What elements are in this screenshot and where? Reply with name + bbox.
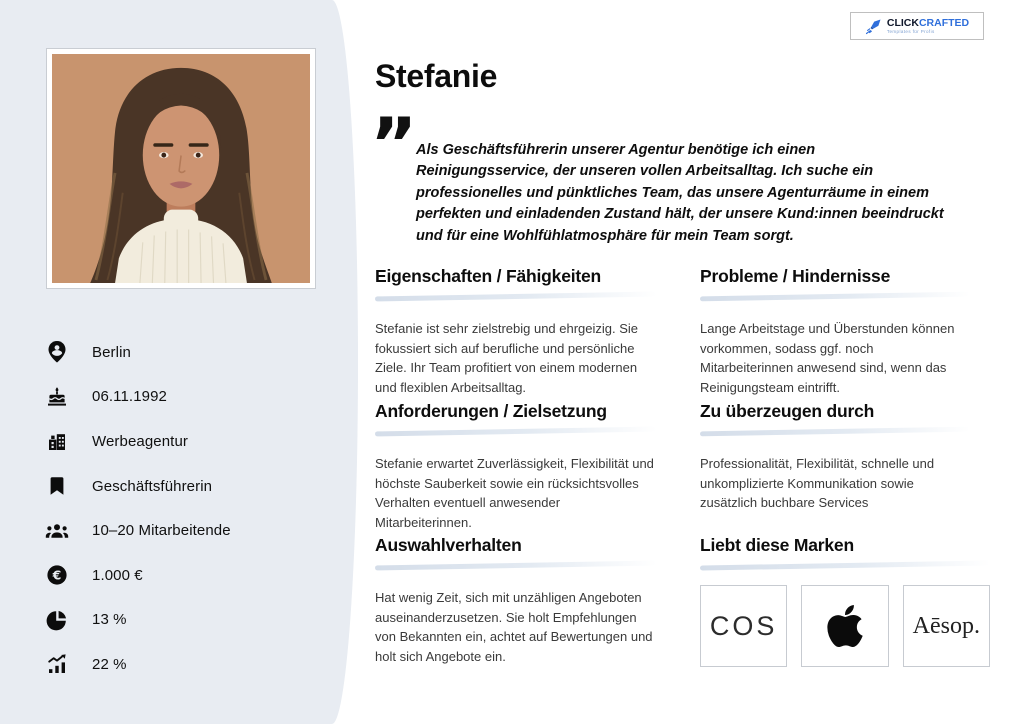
brand-aesop [903, 585, 990, 667]
section-anforderungen [375, 401, 657, 532]
fact-growth-label: 22 % [92, 655, 127, 673]
clickcrafted-logo-badge [850, 12, 984, 40]
aesop-logo: Aēsop. [912, 612, 980, 639]
persona-quote: Als Geschäftsführerin unserer Agentur benötige ich einen Reinigungsservice, der unseren vollen Arbeitsalltag. Ich suche ein professionelles und pünktliches Team, das unsere Agenturräume in einem perfekten und einladenden Zustand hält, der unsere Kund:innen beeindruckt und für eine Wohlfühlatmosphäre für mein Team sorgt. [416, 142, 944, 244]
birthday-cake-icon [44, 385, 70, 409]
title-underline [375, 427, 657, 437]
fact-budget [44, 553, 334, 598]
pie-chart-icon [44, 608, 70, 632]
title-underline [375, 561, 657, 571]
section-marken [700, 535, 990, 667]
fact-industry-label: Werbeagentur [92, 432, 188, 450]
apple-logo-icon [825, 602, 865, 650]
fact-company-size [44, 508, 334, 553]
section-auswahlverhalten [375, 535, 657, 666]
fact-role [44, 464, 334, 509]
title-underline [700, 560, 990, 570]
rocket-icon [865, 18, 882, 35]
fact-location [44, 330, 334, 375]
section-eigenschaften [375, 266, 657, 397]
company-buildings-icon [44, 429, 70, 453]
section-body: Stefanie erwartet Zuverlässigkeit, Flexibilität und höchste Sauberkeit sowie ein rücksichtsvolles Verhalten eventuell anwesender Mitarbeiterinnen. [375, 456, 654, 530]
fact-location-label: Berlin [92, 343, 131, 361]
title-underline [700, 292, 970, 302]
title-underline [375, 292, 657, 302]
badge-wordmark: CLICKCRAFTED [886, 16, 970, 29]
title-underline [700, 427, 970, 437]
quote-icon: ” [370, 102, 418, 186]
portrait-illustration [52, 54, 310, 283]
cos-logo: COS [709, 610, 778, 641]
fact-growth [44, 642, 334, 687]
badge-tagline: Templates für Profis [886, 28, 935, 34]
svg-text:€: € [52, 567, 62, 583]
fact-birthdate [44, 375, 334, 420]
people-group-icon [44, 519, 70, 543]
fact-share [44, 598, 334, 643]
section-ueberzeugen [700, 401, 970, 513]
brand-apple [801, 585, 888, 667]
fact-industry [44, 419, 334, 464]
bookmark-icon [44, 474, 70, 498]
person-pin-icon [44, 340, 70, 364]
fact-share-label: 13 % [92, 611, 127, 629]
euro-coin-icon [44, 563, 70, 587]
fact-list [44, 330, 334, 687]
section-body: Hat wenig Zeit, sich mit unzähligen Angeboten auseinanderzusetzen. Sie holt Empfehlungen von Bekannten ein, achtet auf Bewertungen und holt sich Angebote ein. [375, 590, 653, 664]
section-body: Lange Arbeitstage und Überstunden können vorkommen, sodass ggf. noch Mitarbeiterinnen anwesend sind, wenn das Reinigungsteam eintrifft. [700, 321, 955, 395]
fact-budget-label: 1.000 € [92, 566, 143, 584]
sidebar-panel [0, 0, 358, 724]
section-title: Anforderungen / Zielsetzung [375, 401, 607, 421]
section-body: Professionalität, Flexibilität, schnelle und unkomplizierte Kommunikation sowie zusätzlich buchbare Services [700, 456, 935, 510]
section-title: Liebt diese Marken [700, 535, 854, 555]
section-probleme [700, 266, 970, 397]
fact-role-label: Geschäftsführerin [92, 477, 213, 495]
stats-growth-icon [44, 652, 70, 676]
fact-birthdate-label: 06.11.1992 [92, 388, 167, 406]
section-title: Probleme / Hindernisse [700, 266, 891, 286]
profile-photo [46, 48, 316, 289]
badge-text [887, 18, 969, 35]
section-title: Zu überzeugen durch [700, 401, 875, 421]
section-body: Stefanie ist sehr zielstrebig und ehrgeizig. Sie fokussiert sich auf berufliche und persönliche Ziele. Ihr Team profitiert von einem modernen und flexiblen Arbeitsalltag. [375, 321, 639, 395]
fact-company-size-label: 10–20 Mitarbeitende [92, 522, 231, 540]
brand-logo-row [700, 585, 990, 667]
persona-name: Stefanie [375, 58, 498, 94]
section-title: Auswahlverhalten [375, 535, 522, 555]
section-title: Eigenschaften / Fähigkeiten [375, 266, 602, 286]
brand-cos [700, 585, 787, 667]
